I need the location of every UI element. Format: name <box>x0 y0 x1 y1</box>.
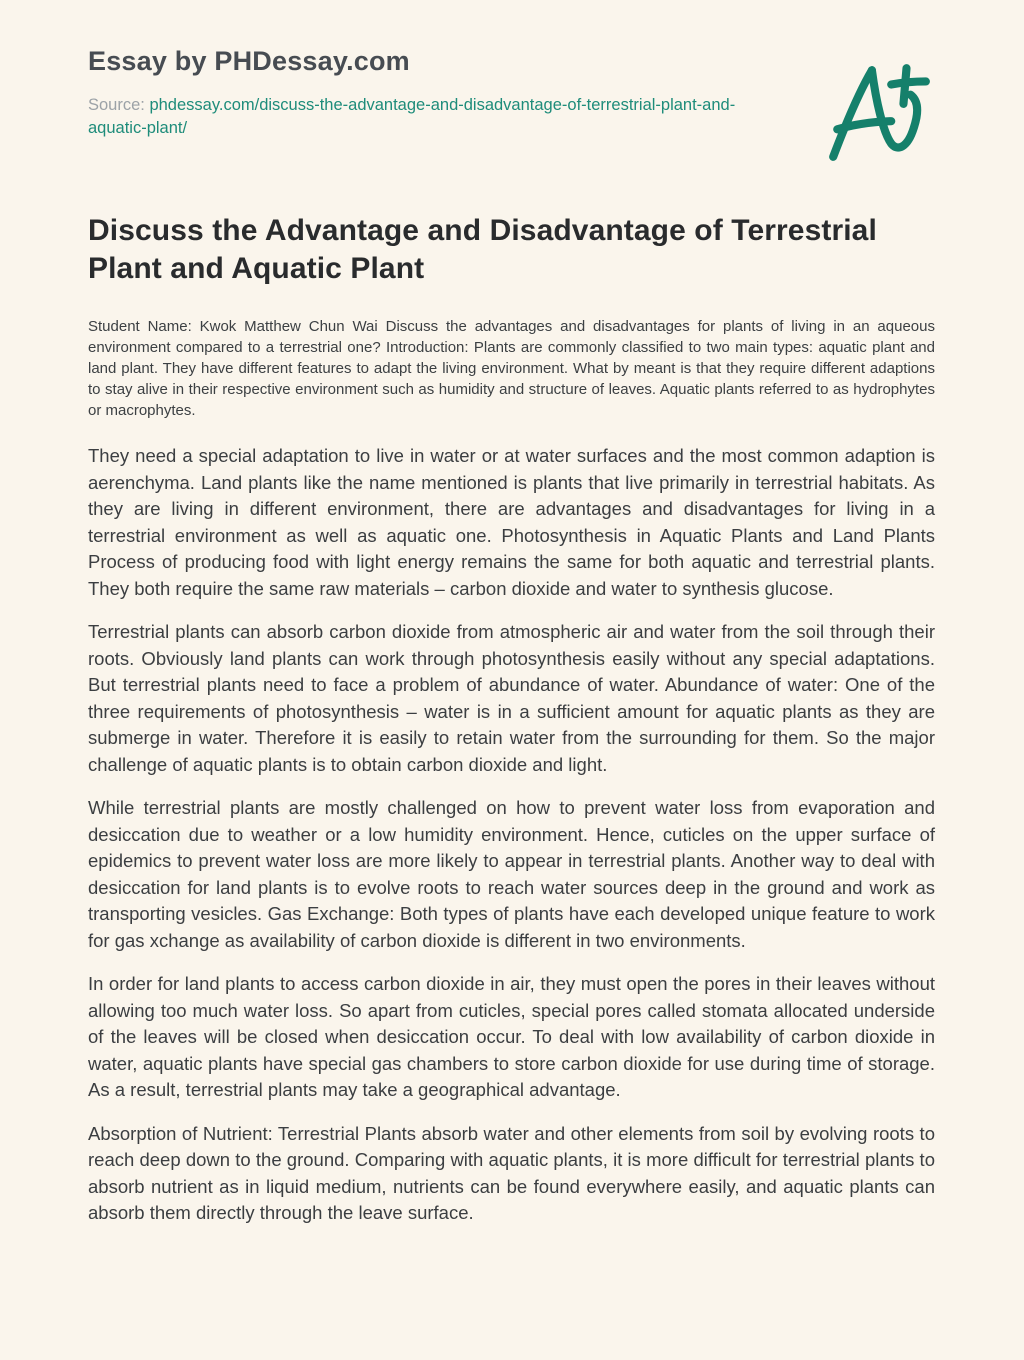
essay-paragraph-5: Absorption of Nutrient: Terrestrial Plants absorb water and other elements from soil by evolving roots to reach deep down to the ground. Comparing with aquatic plants, it is more difficult for terrestrial plants to absorb nutrient as in liquid medium, nutrients can be found everywhere easily, and aquatic plants can absorb them directly through the leave surface. <box>88 1122 935 1223</box>
site-header-title: Essay by PHDessay.com <box>88 46 410 76</box>
essay-paragraph-4: In order for land plants to access carbon dioxide in air, they must open the pores in their leaves without allowing too much water loss. So apart from cuticles, special pores called stomata allocated underside of the leaves will be closed when desiccation occur. To deal with low availability of carbon dioxide in water, aquatic plants have special gas chambers to store carbon dioxide for use during time of storage. As a result, terrestrial plants may take a geographical advantage. <box>88 973 935 1100</box>
phdessay-a-plus-logo-icon <box>822 58 934 165</box>
source-line <box>88 94 778 140</box>
essay-paragraph-1: They need a special adaptation to live in water or at water surfaces and the most common adaption is aerenchyma. Land plants like the name mentioned is plants that live primarily in terrestrial habitats. As they are living in different environment, there are advantages and disadvantages for living in a terrestrial environment as well as aquatic one. Photosynthesis in Aquatic Plants and Land Plants Process of producing food with light energy remains the same for both aquatic and terrestrial plants. They both require the same raw materials – carbon dioxide and water to synthesis glucose. <box>88 445 935 599</box>
a-plus-logo-icon <box>822 58 934 165</box>
source-url-link[interactable]: phdessay.com/discuss-the-advantage-and-disadvantage-of-terrestrial-plant-and-aquatic-plant/ <box>88 96 736 137</box>
essay-intro-paragraph: Student Name: Kwok Matthew Chun Wai Discuss the advantages and disadvantages for plants of living in an aqueous environment compared to a terrestrial one? Introduction: Plants are commonly classified to two main types: aquatic plant and land plant. They have different features to adapt the living environment. What by meant is that they require different adaptions to stay alive in their respective environment such as humidity and structure of leaves. Aquatic plants referred to as hydrophytes or macrophytes. <box>88 318 935 419</box>
essay-paragraph-3: While terrestrial plants are mostly challenged on how to prevent water loss from evaporation and desiccation due to weather or a low humidity environment. Hence, cuticles on the upper surface of epidemics to prevent water loss are more likely to appear in terrestrial plants. Another way to deal with desiccation for land plants is to evolve roots to reach water sources deep in the ground and work as transporting vesicles. Gas Exchange: Both types of plants have each developed unique feature to work for gas xchange as availability of carbon dioxide is different in two environments. <box>88 797 935 951</box>
essay-title: Discuss the Advantage and Disadvantage of Terrestrial Plant and Aquatic Plant <box>88 214 877 285</box>
source-label: Source: <box>88 96 150 114</box>
essay-paragraph-2: Terrestrial plants can absorb carbon dioxide from atmospheric air and water from the soil through their roots. Obviously land plants can work through photosynthesis easily without any special adaptations. But terrestrial plants need to face a problem of abundance of water. Abundance of water: One of the three requirements of photosynthesis – water is in a sufficient amount for aquatic plants as they are submerge in water. Therefore it is easily to retain water from the surrounding for them. So the major challenge of aquatic plants is to obtain carbon dioxide and light. <box>88 621 935 775</box>
